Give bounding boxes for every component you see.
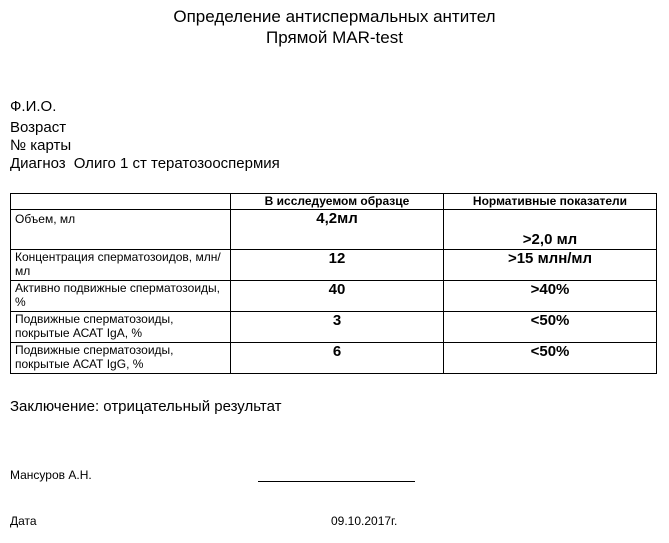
doctor-name: Мансуров А.Н. [10, 468, 92, 482]
signature-line [258, 481, 415, 482]
row-norm: >15 млн/мл [444, 250, 657, 281]
results-table [10, 193, 657, 374]
diagnosis-line [10, 155, 280, 173]
row-value: 3 [231, 312, 444, 343]
row-parameter: Подвижные сперматозоиды, покрытые АСАТ IgG, % [11, 343, 231, 374]
document-title: Определение антиспермальных антител [173, 7, 496, 26]
row-value: 6 [231, 343, 444, 374]
table-row [11, 250, 657, 281]
table-header-sample: В исследуемом образце [231, 194, 444, 210]
table-header-parameter [11, 194, 231, 210]
row-norm: >40% [444, 281, 657, 312]
document-subtitle: Прямой MAR-test [266, 28, 403, 47]
row-parameter: Объем, мл [11, 210, 231, 250]
row-norm: <50% [444, 343, 657, 374]
card-number-label: № карты [10, 137, 72, 154]
date-label: Дата [10, 514, 37, 528]
date-value: 09.10.2017г. [331, 514, 398, 528]
table-row [11, 343, 657, 374]
row-norm: >2,0 мл [444, 210, 657, 250]
row-parameter: Концентрация сперматозоидов, млн/мл [11, 250, 231, 281]
table-header-row [11, 194, 657, 210]
row-value: 40 [231, 281, 444, 312]
table-header-norm: Нормативные показатели [444, 194, 657, 210]
row-norm: <50% [444, 312, 657, 343]
table-row [11, 312, 657, 343]
table-row [11, 210, 657, 250]
conclusion: Заключение: отрицательный результат [10, 398, 282, 415]
row-value: 4,2мл [231, 210, 444, 250]
row-value: 12 [231, 250, 444, 281]
age-label: Возраст [10, 119, 67, 136]
diagnosis-label: Диагноз [10, 155, 66, 172]
diagnosis-value: Олиго 1 ст тератозооспермия [73, 155, 280, 172]
fio-label: Ф.И.О. [10, 98, 57, 115]
row-parameter: Подвижные сперматозоиды, покрытые АСАТ IgA, % [11, 312, 231, 343]
table-row [11, 281, 657, 312]
row-parameter: Активно подвижные сперматозоиды, % [11, 281, 231, 312]
